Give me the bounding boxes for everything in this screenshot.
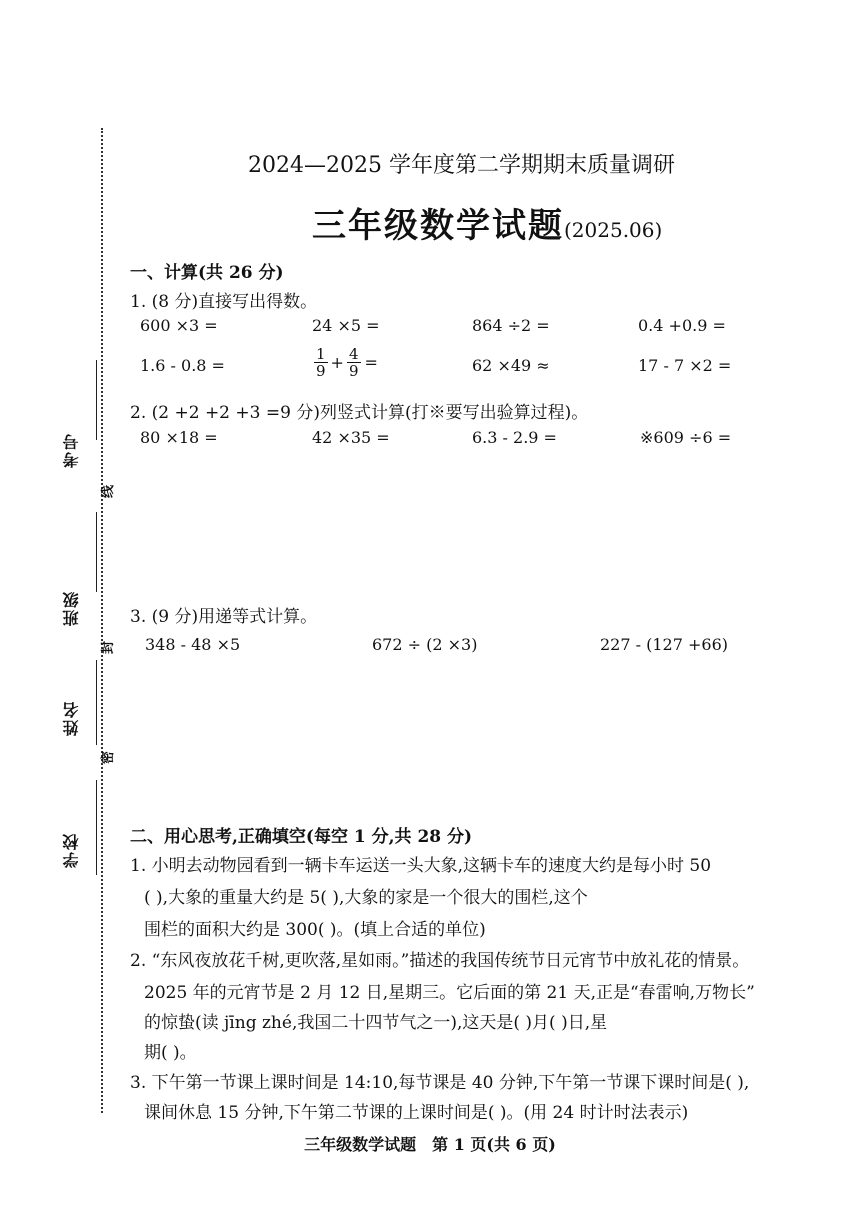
fraction-2-denominator: 9: [348, 362, 359, 380]
calc-item: 864 ÷2 =: [472, 316, 550, 335]
calc-item: 600 ×3 =: [140, 316, 218, 335]
calc-item: 1.6 - 0.8 =: [140, 356, 225, 375]
vertical-calc-item: 6.3 - 2.9 =: [472, 428, 557, 447]
question-1-3-text: 3. (9 分)用递等式计算。: [130, 607, 318, 627]
fraction-2-numerator: 4: [348, 345, 359, 363]
exam-title: 三年级数学试题: [312, 206, 564, 246]
calc-item: 17 - 7 ×2 =: [638, 356, 732, 375]
calc-item: 62 ×49 ≈: [472, 356, 550, 375]
name-label: 姓名: [62, 700, 81, 736]
school-underline: [96, 780, 97, 875]
calc-item: 24 ×5 =: [312, 316, 380, 335]
plus-sign: +: [330, 353, 344, 372]
vertical-calc-item: 80 ×18 =: [140, 428, 218, 447]
question-1-1-text: 1. (8 分)直接写出得数。: [130, 292, 318, 312]
exam-no-underline: [96, 360, 97, 440]
section-1-heading: 一、计算(共 26 分): [130, 263, 284, 283]
school-label: 学校: [62, 832, 81, 868]
class-label: 班级: [62, 590, 81, 626]
equals-sign: =: [364, 353, 378, 372]
stepwise-calc-item: 672 ÷ (2 ×3): [372, 635, 478, 654]
stepwise-calc-item: 348 - 48 ×5: [145, 635, 241, 654]
section-2-heading: 二、用心思考,正确填空(每空 1 分,共 28 分): [130, 827, 473, 847]
exam-title-row: [312, 198, 662, 247]
question-2-1-line: 1. 小明去动物园看到一辆卡车运送一头大象,这辆卡车的速度大约是每小时 50: [130, 856, 712, 876]
exam-no-label: 考号: [62, 432, 81, 468]
question-2-3-line: 3. 下午第一节课上课时间是 14:10,每节课是 40 分钟,下午第一节课下课时间是( ),: [130, 1073, 750, 1093]
fraction-1: [314, 346, 328, 379]
stepwise-calc-item: 227 - (127 +66): [600, 635, 728, 654]
question-2-3-line: 课间休息 15 分钟,下午第二节课的上课时间是( )。(用 24 时计时法表示): [144, 1103, 689, 1123]
class-underline: [96, 512, 97, 592]
seal-mi: 密: [101, 750, 117, 765]
seal-xian: 线: [101, 484, 117, 499]
name-underline: [96, 660, 97, 745]
vertical-calc-item: ※609 ÷6 =: [640, 428, 732, 447]
question-2-1-line: ( ),大象的重量大约是 5( ),大象的家是一个很大的围栏,这个: [144, 888, 588, 908]
fraction-1-denominator: 9: [316, 362, 326, 380]
calc-item: 0.4 +0.9 =: [638, 316, 726, 335]
binding-dotted-line: [101, 128, 103, 1113]
question-2-2-line: 期( )。: [144, 1043, 197, 1063]
question-1-2-text: 2. (2 +2 +2 +3 =9 分)列竖式计算(打※要写出验算过程)。: [130, 403, 589, 423]
fraction-1-numerator: 1: [316, 345, 326, 363]
question-2-2-line: 的惊蛰(读 jīng zhé,我国二十四节气之一),这天是( )月( )日,星: [144, 1013, 608, 1033]
fraction-2: [347, 346, 361, 379]
question-2-2-line: 2025 年的元宵节是 2 月 12 日,星期三。它后面的第 21 天,正是“春雷响,万物长”: [144, 983, 755, 1003]
exam-date: (2025.06): [564, 218, 663, 242]
seal-feng: 封: [101, 640, 117, 655]
question-2-2-line: 2. “东风夜放花千树,更吹落,星如雨。”描述的我国传统节日元宵节中放礼花的情景。: [130, 951, 750, 971]
fraction-sum-item: [314, 346, 378, 379]
page-footer: 三年级数学试题 第 1 页(共 6 页): [304, 1135, 556, 1154]
exam-subtitle: 2024—2025 学年度第二学期期末质量调研: [248, 153, 675, 178]
vertical-calc-item: 42 ×35 =: [312, 428, 390, 447]
question-2-1-line: 围栏的面积大约是 300( )。(填上合适的单位): [144, 920, 486, 940]
